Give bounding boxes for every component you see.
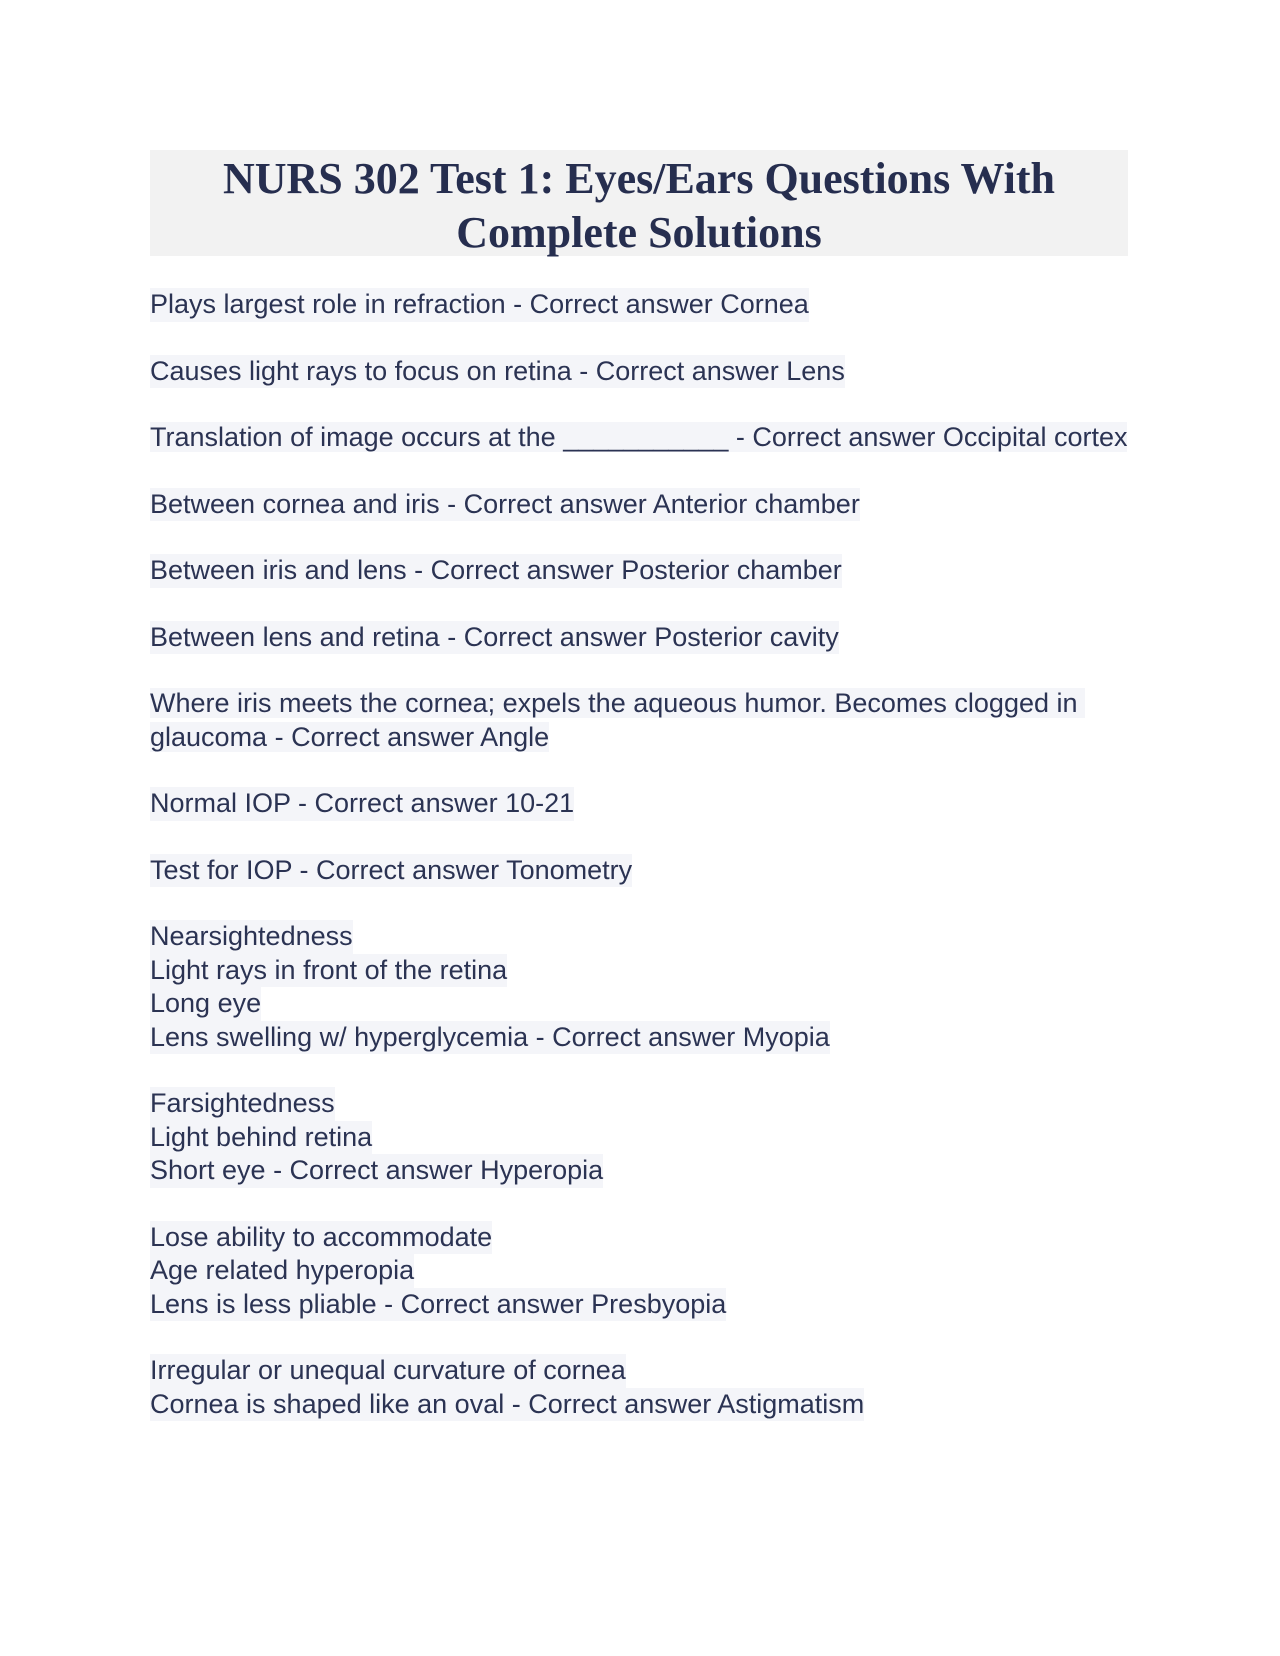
qa-line: Between cornea and iris - Correct answer Anterior chamber (150, 488, 860, 522)
qa-line: Irregular or unequal curvature of cornea (150, 1354, 626, 1388)
qa-item (150, 854, 1140, 888)
qa-item (150, 621, 1140, 655)
title-banner (150, 150, 1128, 256)
qa-item (150, 787, 1140, 821)
qa-item (150, 421, 1140, 455)
qa-item (150, 488, 1140, 522)
qa-line: Nearsightedness (150, 920, 353, 954)
qa-line: Lens is less pliable - Correct answer Presbyopia (150, 1288, 726, 1322)
qa-item (150, 355, 1140, 389)
qa-item (150, 1087, 1140, 1188)
qa-list (150, 288, 1140, 1454)
qa-item (150, 920, 1140, 1054)
qa-item (150, 1221, 1140, 1322)
qa-item (150, 288, 1140, 322)
qa-line: Plays largest role in refraction - Correct answer Cornea (150, 288, 809, 322)
qa-line: Light behind retina (150, 1121, 372, 1155)
qa-line: Between iris and lens - Correct answer Posterior chamber (150, 554, 842, 588)
qa-item (150, 687, 1140, 754)
qa-line: Light rays in front of the retina (150, 954, 507, 988)
qa-line: Translation of image occurs at the ___________ - Correct answer Occipital cortex (150, 422, 1128, 452)
qa-item (150, 1354, 1140, 1421)
qa-line: Lens swelling w/ hyperglycemia - Correct answer Myopia (150, 1021, 830, 1055)
page-title: NURS 302 Test 1: Eyes/Ears Questions With Complete Solutions (222, 154, 1056, 257)
qa-line: Cornea is shaped like an oval - Correct answer Astigmatism (150, 1388, 864, 1422)
qa-line: Test for IOP - Correct answer Tonometry (150, 854, 632, 888)
qa-line: Where iris meets the cornea; expels the aqueous humor. Becomes clogged in glaucoma - Correct answer Angle (150, 688, 1086, 752)
qa-item (150, 554, 1140, 588)
qa-line: Short eye - Correct answer Hyperopia (150, 1154, 603, 1188)
qa-line: Farsightedness (150, 1087, 335, 1121)
qa-line: Long eye (150, 987, 261, 1021)
qa-line: Age related hyperopia (150, 1254, 414, 1288)
qa-line: Between lens and retina - Correct answer Posterior cavity (150, 621, 839, 655)
qa-line: Normal IOP - Correct answer 10-21 (150, 787, 574, 821)
qa-line: Lose ability to accommodate (150, 1221, 492, 1255)
qa-line: Causes light rays to focus on retina - Correct answer Lens (150, 355, 845, 389)
